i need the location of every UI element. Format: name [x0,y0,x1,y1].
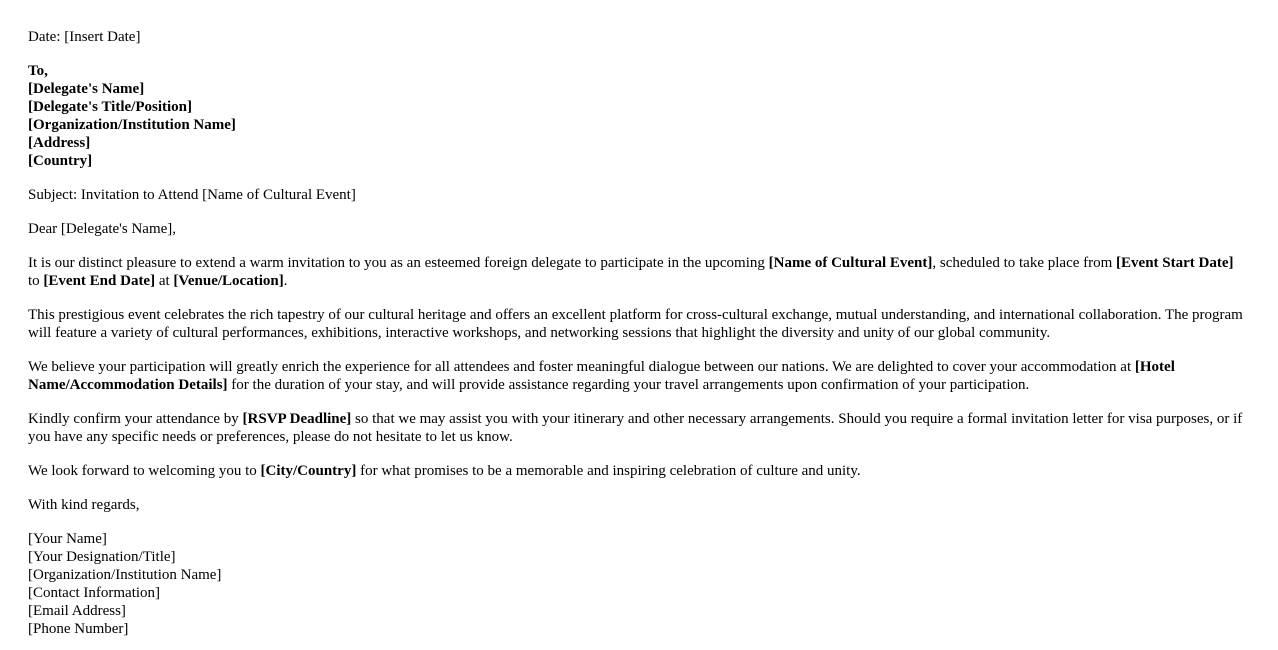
recipient-organization: [Organization/Institution Name] [28,117,236,133]
para1-text-5: . [283,273,288,289]
para3-text-2: for the duration of your stay, and will provide assistance regarding your travel arrangements upon confirmation of your participation. [227,377,1030,393]
signature-organization: [Organization/Institution Name] [28,567,222,583]
hotel-placeholder: [Hotel Name/Accommodation Details] [28,359,1175,393]
recipient-address: [Address] [28,135,91,151]
para5-text-2: for what promises to be a memorable and inspiring celebration of culture and unity. [356,463,861,479]
rsvp-deadline-placeholder: [RSVP Deadline] [242,411,352,427]
paragraph-event-description: This prestigious event celebrates the rich tapestry of our cultural heritage and offers an excellent platform for cross-cultural exchange, mutual understanding, and international collaboration. The program will feature a variety of cultural performances, exhibitions, interactive workshops, and networking sessions that highlight the diversity and unity of our global community. [28,307,1243,341]
paragraph-accommodation [28,358,1248,394]
subject-line: Subject: Invitation to Attend [Name of Cultural Event] [28,187,356,203]
paragraph-rsvp [28,410,1248,446]
recipient-name: [Delegate's Name] [28,81,145,97]
signature-phone: [Phone Number] [28,621,129,637]
recipient-country: [Country] [28,153,93,169]
date-line: Date: [Insert Date] [28,29,141,45]
para4-text-1: Kindly confirm your attendance by [28,411,243,427]
event-end-date-placeholder: [Event End Date] [43,273,156,289]
recipient-block [28,62,1248,170]
invitation-letter [28,28,1248,638]
venue-placeholder: [Venue/Location] [173,273,284,289]
city-country-placeholder: [City/Country] [260,463,357,479]
signature-contact: [Contact Information] [28,585,161,601]
para1-text-3: to [28,273,44,289]
para4-text-2: so that we may assist you with your itinerary and other necessary arrangements. Should you require a formal invitation letter for visa purposes, or if you have any specific needs or preferences, please do not hesitate to let us know. [28,411,1243,445]
salutation: Dear [Delegate's Name], [28,221,177,237]
paragraph-welcome [28,462,1248,480]
para3-text-1: We believe your participation will greatly enrich the experience for all attendees and foster meaningful dialogue between our nations. We are delighted to cover your accommodation at [28,359,1135,375]
para1-text-1: It is our distinct pleasure to extend a warm invitation to you as an esteemed foreign delegate to participate in the upcoming [28,255,769,271]
paragraph-invitation [28,254,1248,290]
recipient-title: [Delegate's Title/Position] [28,99,193,115]
event-start-date-placeholder: [Event Start Date] [1116,255,1234,271]
recipient-to: To, [28,63,48,79]
event-name-placeholder: [Name of Cultural Event] [768,255,933,271]
signature-block [28,530,1248,638]
para1-text-4: at [155,273,174,289]
para1-text-2: , scheduled to take place from [932,255,1117,271]
signature-name: [Your Name] [28,531,107,547]
para5-text-1: We look forward to welcoming you to [28,463,261,479]
signature-email: [Email Address] [28,603,126,619]
closing: With kind regards, [28,497,140,513]
signature-designation: [Your Designation/Title] [28,549,176,565]
